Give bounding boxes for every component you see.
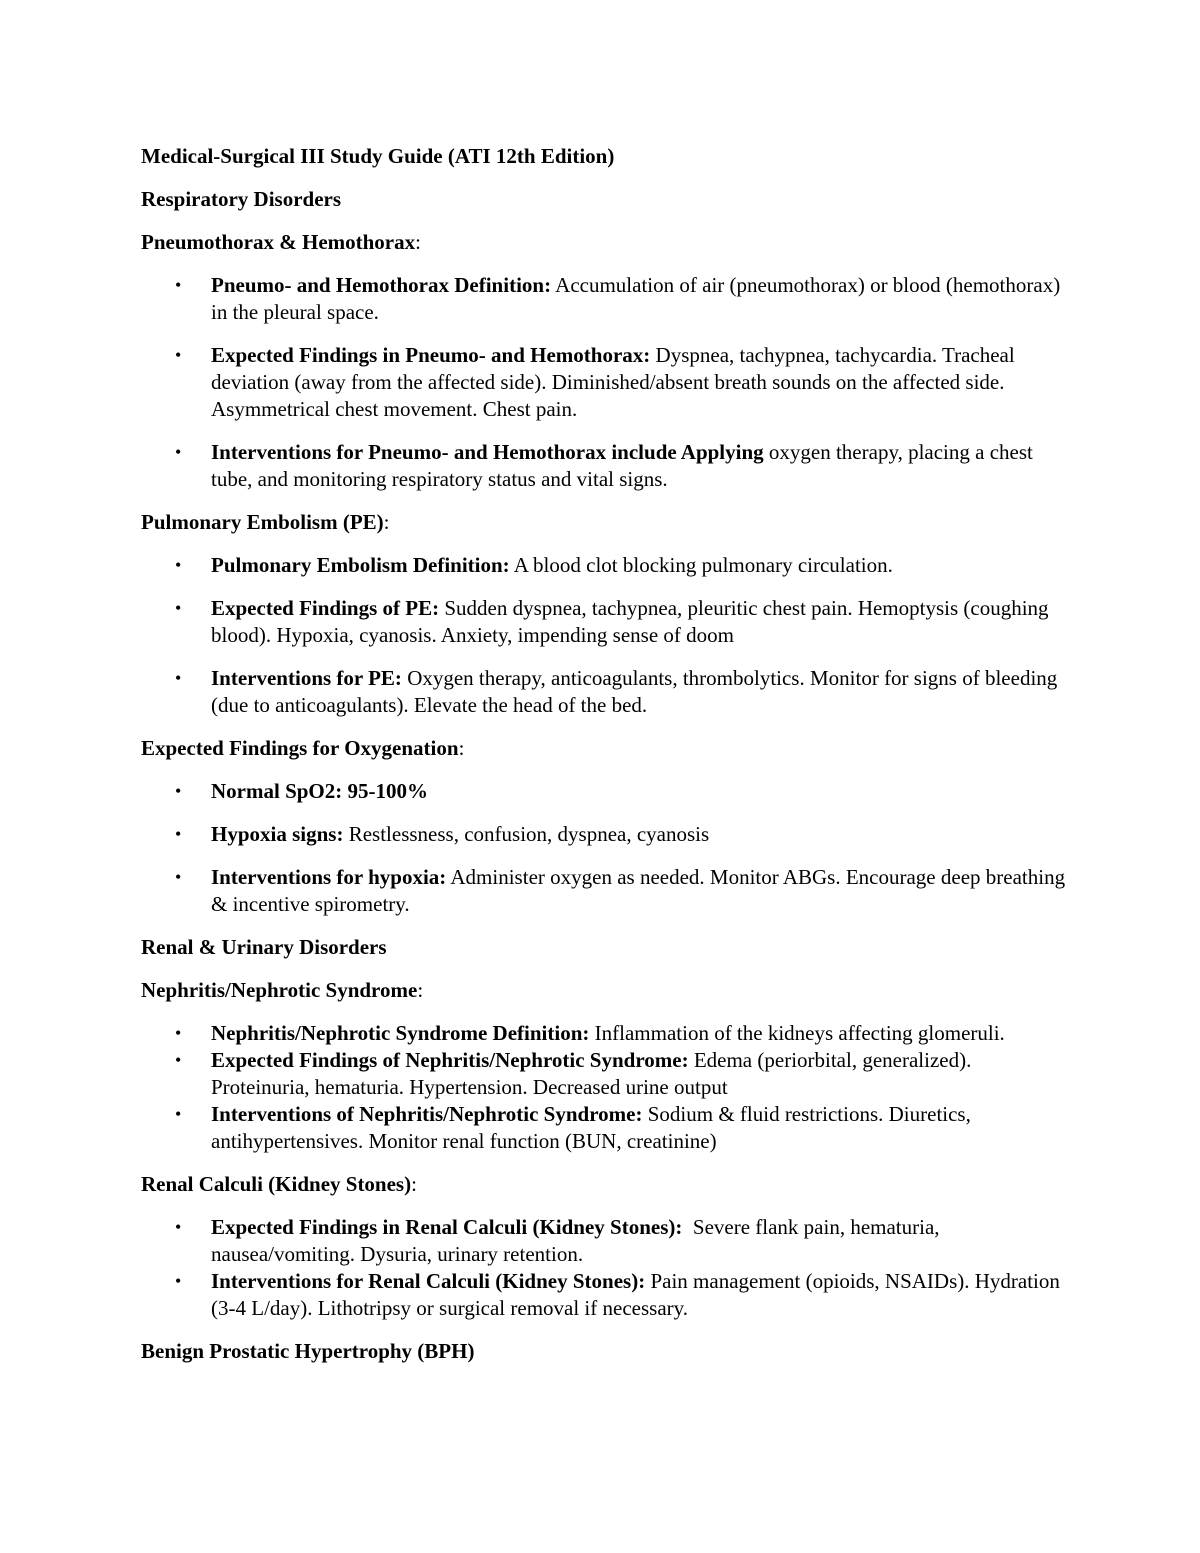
bullet-icon: • xyxy=(175,824,182,844)
list-item xyxy=(141,439,1071,493)
topic-heading xyxy=(141,1171,1071,1198)
item-label: Interventions for Pneumo- and Hemothorax include Applying xyxy=(211,440,764,464)
list-item xyxy=(141,1268,1071,1322)
item-text: Severe flank pain, hematuria, nausea/vomiting. Dysuria, urinary retention. xyxy=(211,1215,945,1266)
list-item xyxy=(141,272,1071,326)
topic-heading xyxy=(141,1338,1071,1365)
bullet-icon: • xyxy=(175,1104,182,1124)
list-item xyxy=(141,1214,1071,1268)
item-label: Expected Findings of Nephritis/Nephrotic Syndrome: xyxy=(211,1048,689,1072)
item-label: Expected Findings in Renal Calculi (Kidney Stones): xyxy=(211,1215,683,1239)
bullet-icon: • xyxy=(175,781,182,801)
bullet-icon: • xyxy=(175,598,182,618)
bullet-icon: • xyxy=(175,555,182,575)
list-item xyxy=(141,821,1071,848)
bullet-icon: • xyxy=(175,275,182,295)
item-label: Normal SpO2: 95-100% xyxy=(211,779,428,803)
topic-colon: : xyxy=(415,230,421,254)
bullet-icon: • xyxy=(175,668,182,688)
document-page xyxy=(141,143,1071,1381)
item-label: Pneumo- and Hemothorax Definition: xyxy=(211,273,552,297)
section-renal xyxy=(141,934,1071,1365)
item-label: Hypoxia signs: xyxy=(211,822,344,846)
bullet-list xyxy=(141,272,1071,493)
list-item xyxy=(141,342,1071,423)
item-label: Nephritis/Nephrotic Syndrome Definition: xyxy=(211,1021,590,1045)
bullet-icon: • xyxy=(175,442,182,462)
item-label: Interventions for hypoxia: xyxy=(211,865,447,889)
item-text: oxygen therapy, placing a chest tube, and monitoring respiratory status and vital signs. xyxy=(211,440,1033,491)
topic-colon: : xyxy=(458,736,465,760)
bullet-icon: • xyxy=(175,867,182,887)
document-title: Medical-Surgical III Study Guide (ATI 12th Edition) xyxy=(141,144,615,168)
item-text: Oxygen therapy, anticoagulants, thrombolytics. Monitor for signs of bleeding (due to anticoagulants). Elevate the head of the bed. xyxy=(211,666,1058,717)
topic-colon: : xyxy=(417,978,424,1002)
section-heading: Renal & Urinary Disorders xyxy=(141,935,387,959)
section-heading: Respiratory Disorders xyxy=(141,187,342,211)
topic-heading xyxy=(141,509,1071,536)
topic-colon: : xyxy=(411,1172,417,1196)
bullet-list xyxy=(141,778,1071,918)
topic-colon: : xyxy=(383,510,390,534)
topic-heading xyxy=(141,229,1071,256)
list-item xyxy=(141,864,1071,918)
item-text: Pain management (opioids, NSAIDs). Hydration (3-4 L/day). Lithotripsy or surgical removal if necessary. xyxy=(211,1269,1060,1320)
bullet-icon: • xyxy=(175,1271,182,1291)
item-label: Pulmonary Embolism Definition: xyxy=(211,553,510,577)
item-label: Interventions for PE: xyxy=(211,666,402,690)
list-item xyxy=(141,595,1071,649)
topic-name: Pneumothorax & Hemothorax xyxy=(141,230,416,254)
section-respiratory xyxy=(141,186,1071,918)
list-item xyxy=(141,778,1071,805)
item-text: Dyspnea, tachypnea, tachycardia. Tracheal deviation (away from the affected side). Diminished/absent breath sounds on the affected side. Asymmetrical chest movement. Chest pain. xyxy=(211,343,1015,421)
bullet-list xyxy=(141,552,1071,719)
bullet-icon: • xyxy=(175,1023,182,1043)
topic-name: Nephritis/Nephrotic Syndrome xyxy=(141,978,418,1002)
item-text: Administer oxygen as needed. Monitor ABGs. Encourage deep breathing & incentive spirometry. xyxy=(211,865,1066,916)
topic-name: Benign Prostatic Hypertrophy (BPH) xyxy=(141,1339,475,1363)
item-text: Restlessness, confusion, dyspnea, cyanosis xyxy=(343,822,710,846)
item-text: Sudden dyspnea, tachypnea, pleuritic chest pain. Hemoptysis (coughing blood). Hypoxia, cyanosis. Anxiety, impending sense of doom xyxy=(211,596,1049,647)
item-text: A blood clot blocking pulmonary circulation. xyxy=(509,553,893,577)
item-text: Accumulation of air (pneumothorax) or blood (hemothorax) in the pleural space. xyxy=(211,273,1061,324)
list-item xyxy=(141,1047,1071,1101)
bullet-list xyxy=(141,1214,1071,1322)
item-label: Expected Findings in Pneumo- and Hemothorax: xyxy=(211,343,651,367)
item-text: Sodium & fluid restrictions. Diuretics, antihypertensives. Monitor renal function (BUN, creatinine) xyxy=(211,1102,971,1153)
bullet-icon: • xyxy=(175,1217,182,1237)
topic-name: Pulmonary Embolism (PE) xyxy=(141,510,384,534)
item-text: Inflammation of the kidneys affecting glomeruli. xyxy=(589,1021,1005,1045)
item-label: Interventions of Nephritis/Nephrotic Syndrome: xyxy=(211,1102,643,1126)
topic-name: Expected Findings for Oxygenation xyxy=(141,736,459,760)
list-item xyxy=(141,552,1071,579)
list-item xyxy=(141,665,1071,719)
topic-heading xyxy=(141,735,1071,762)
topic-heading xyxy=(141,977,1071,1004)
bullet-icon: • xyxy=(175,345,182,365)
bullet-list xyxy=(141,1020,1071,1155)
topic-name: Renal Calculi (Kidney Stones) xyxy=(141,1172,412,1196)
item-label: Expected Findings of PE: xyxy=(211,596,440,620)
list-item xyxy=(141,1020,1071,1047)
bullet-icon: • xyxy=(175,1050,182,1070)
item-label: Interventions for Renal Calculi (Kidney Stones): xyxy=(211,1269,646,1293)
item-text: Edema (periorbital, generalized). Proteinuria, hematuria. Hypertension. Decreased urine output xyxy=(211,1048,972,1099)
list-item xyxy=(141,1101,1071,1155)
